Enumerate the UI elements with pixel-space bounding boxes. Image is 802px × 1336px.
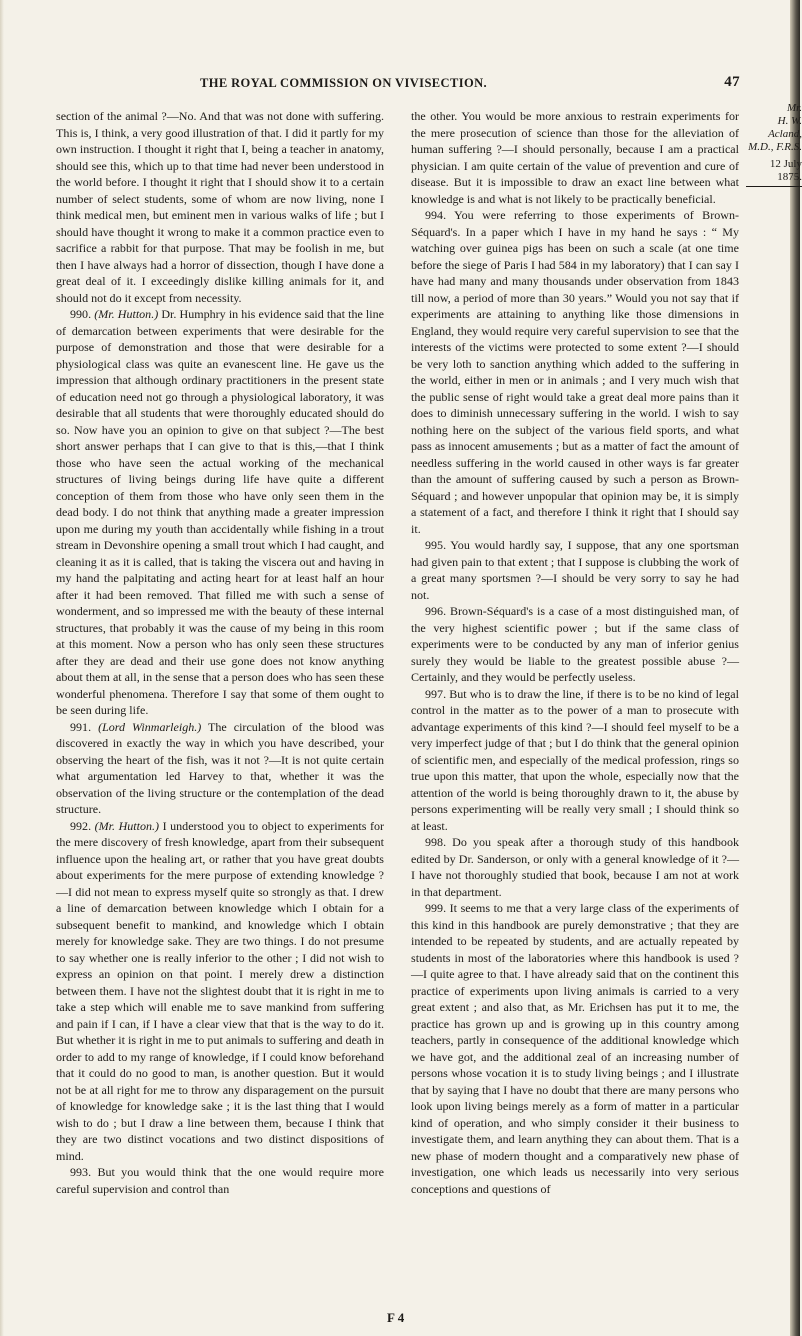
question-number: 993. bbox=[70, 1165, 92, 1179]
question-990: 990. (Mr. Hutton.) Dr. Humphry in his evidence said that the line of demarcation between experiments that were desirable for the purpose of demonstration and those that were desirable for a physiological class was quite an evanescent line. He gave us the impression that although ordinary practitioners in the present state of education need not go through a physiological laboratory, it was desirable that all students that were thoroughly educated should do so. Now have you an opinion to give on that subject ?—The best short answer perhaps that I can give to that is this,—that I think those who have seen the actual working of the mechanical structures of living beings during life have quite a different conception of them from those who have only seen them in the dead body. I do not think that anything made a greater impression upon me during my youth than accidentally while fishing in a trout stream in Devonshire opening a small trout which I had caught, and cleaning it as it is called, that is taking the viscera out and having in my hand the palpitating and acting heart for at least half an hour after it had been removed. That filled me with such a sense of wonderment, and so impressed me with the beauty of these internal structures, that probably it was the cause of my being in this room at this moment. Now a person who has only seen these structures after they are dead and their use gone does not know anything about them at all, in the sense that a person does who has seen these wonderful phenomena. Therefore I say that some of them ought to be seen during life. bbox=[56, 307, 384, 717]
question-992: 992. (Mr. Hutton.) I understood you to object to experiments for the mere discovery of fresh knowledge, apart from their subsequent influence upon the healing art, or rather that you have great doubts about experiments for the mere purpose of extending knowledge ?—I did not mean to express myself quite so strongly as that. I drew a line of demarcation between knowledge which I obtain for a subsequent benefit to mankind, and knowledge which I obtain merely for knowledge sake. They are two things. I do not presume to say whether one is really inferior to the other ; I did not wish to express an opinion on that point. I merely drew a distinction between them. I have not the slightest doubt that it is right in me to take a step which will enable me to save mankind from suffering and pain if I can, if I have a clear view that that is the way to do it. But whether it is right in me to put animals to suffering and death in order to add to my range of knowledge, if I could know beforehand that it could do no good to man, is another question. But it would not be at all right for me to throw any disparagement on the pursuit of knowledge for knowledge sake ; it is the last thing that I would wish to do ; but I draw a line between them, because I think that they are two distinct vocations and two distinct dispositions of mind. bbox=[56, 818, 384, 1163]
speaker-name: (Mr. Hutton.) bbox=[94, 307, 159, 321]
question-number: 999. bbox=[425, 901, 447, 915]
question-number: 990. bbox=[70, 307, 92, 321]
question-995: 995. You would hardly say, I suppose, that any one sportsman had given pain to that extent ; that I suppose is clubbing the work of a great many sportsmen ?—I should be very sorry to say he had not. bbox=[411, 538, 739, 602]
speaker-name: (Lord Winmarleigh.) bbox=[98, 719, 202, 734]
question-998: 998. Do you speak after a thorough study of this handbook edited by Dr. Sanderson, or only with a general knowledge of it ?—I have not thoroughly studied that book, because I am not at work in that department. bbox=[411, 835, 740, 899]
question-number: 997. bbox=[425, 686, 447, 701]
question-997: 997. But who is to draw the line, if there is to be no kind of legal control in the matter as to the power of a man to prosecute with advantage experiments of this kind ?—I should feel myself to be a very imperfect judge of that ; but I do think that the general opinion of scientific men, and especially of the medical profession, rings so true upon this matter, that upon the whole, especially now that the attention of the world is being thoroughly drawn to it, the abuse by persons experimenting will be really very small ; I should think so at least. bbox=[411, 686, 740, 833]
question-993: 993. But you would think that the one would require more careful supervision and control than bbox=[56, 1165, 384, 1196]
page-left-edge bbox=[0, 0, 4, 1336]
question-number: 995. bbox=[425, 538, 447, 552]
page-right-edge-shadow bbox=[790, 0, 800, 1336]
question-number: 998. bbox=[425, 835, 447, 849]
witness-degrees: M.D., F.R.S. bbox=[748, 141, 802, 153]
question-991: 991. (Lord Winmarleigh.) The circulation of the blood was discovered in exactly the way in which you have described, your observing the heart of the fish, was it not ?—It is not quite certain what argumentation led Harvey to that, whether it was the observation of the living structure or the contemplation of the dead structure. bbox=[56, 719, 385, 816]
witness-name: H. W. Acland, bbox=[768, 115, 802, 140]
paragraph: section of the animal ?—No. And that was not done with suffering. This is, I think, a very good illustration of that. I did it partly for my own instruction. I thought it right that I, being a teacher in anatomy, should see this, which up to that time had never been understood in the world before. I thought it right that I should show it to a certain number of select students, some of whom are now living, none I think medical men, but eminent men in various walks of life ; but I should have thought it wrong to make it a common practice even to sacrifice a rabbit for that purpose. That may be foolish in me, but then I have always had a horror of dissection, though I have done a great deal of it. I exceedingly dislike killing animals for it, and should not do it except from necessity. bbox=[56, 109, 384, 305]
evidence-date: 12 July 1875. bbox=[746, 158, 802, 187]
question-number: 994. bbox=[425, 208, 447, 222]
speaker-name: (Mr. Hutton.) bbox=[94, 818, 160, 833]
witness-margin-note bbox=[746, 102, 802, 187]
question-999: 999. It seems to me that a very large class of the experiments of this kind in this handbook are purely demonstrative ; that they are intended to be repeated by students, and are actually repeated by students in most of the laboratories where this handbook is used ?—I quite agree to that. I have already said that on the continent this practice of experiments upon living animals is carried to a very great extent ; and also that, as Mr. Erichsen has put it to me, the practice has grown up and is growing up in this country among teachers, partly in consequence of the additional knowledge which we have got, and the additional zeal of an increasing number of persons whose vocation it is to study living beings ; and I illustrate that by saying that I have no doubt that there are many persons who look upon living beings merely as a form of matter in a particular kind of operation, and who simply consider it their business to investigate them, and learn anything they can about them. That is a new phase of modern thought and a comparatively new phase of investigation, one which leads us necessarily into very serious conceptions and questions of bbox=[411, 901, 739, 1196]
printer-signature: F 4 bbox=[387, 1310, 405, 1325]
left-column bbox=[56, 108, 384, 1197]
question-996: 996. Brown-Séquard's is a case of a most distinguished man, of the very highest scientific power ; but if the same class of experiments were to be conducted by any man of inferior genius surely they would be liable to the greatest possible abuse ?—Certainly, and they would be perfectly useless. bbox=[411, 604, 739, 684]
page-number: 47 bbox=[724, 74, 740, 90]
question-994: 994. You were referring to those experiments of Brown-Séquard's. In a paper which I have in my hand he says : “ My watching over guinea pigs has been on such a scale (at one time before the siege of Paris I had 584 in my laboratory) that I can say I have had many and many thousands under observation from 1843 till now, a period of more than 30 years.” Would you not say that if experiments are attaining to anything like those dimensions in England, they would require very careful supervision to see that the interests of the victims were protected to some extent ?—I should be very loth to sanction anything which added to the suffering in the world, either in men or in animals ; and I very much wish that the public sense of right would take a great deal more pains than it does to diminish unnecessary suffering in the world. I wish to say nothing here on the subject of the various field sports, and what pass as innocent amusements ; but as a matter of fact the amount of needless suffering in the world caused in other ways is far greater than the amount of suffering caused by such a person as Brown-Séquard ; and however unpopular that opinion may be, it is simply a statement of a fact, and therefore I think it right that I should say it. bbox=[411, 208, 739, 536]
right-column bbox=[411, 108, 739, 1197]
paragraph: the other. You would be more anxious to restrain experiments for the mere prosecution of science than those for the alleviation of human suffering ?—I should personally, because I am a practical physician. I am quite certain of the value of prevention and cure of disease. But it is impossible to draw an exact line between what knowledge is and what is not likely to be practically beneficial. bbox=[411, 109, 739, 206]
question-number: 992. bbox=[70, 818, 92, 833]
question-number: 991. bbox=[70, 719, 92, 734]
witness-title: Mr. bbox=[787, 102, 802, 114]
running-title: THE ROYAL COMMISSION ON VIVISECTION. bbox=[200, 76, 488, 90]
question-number: 996. bbox=[425, 604, 447, 618]
